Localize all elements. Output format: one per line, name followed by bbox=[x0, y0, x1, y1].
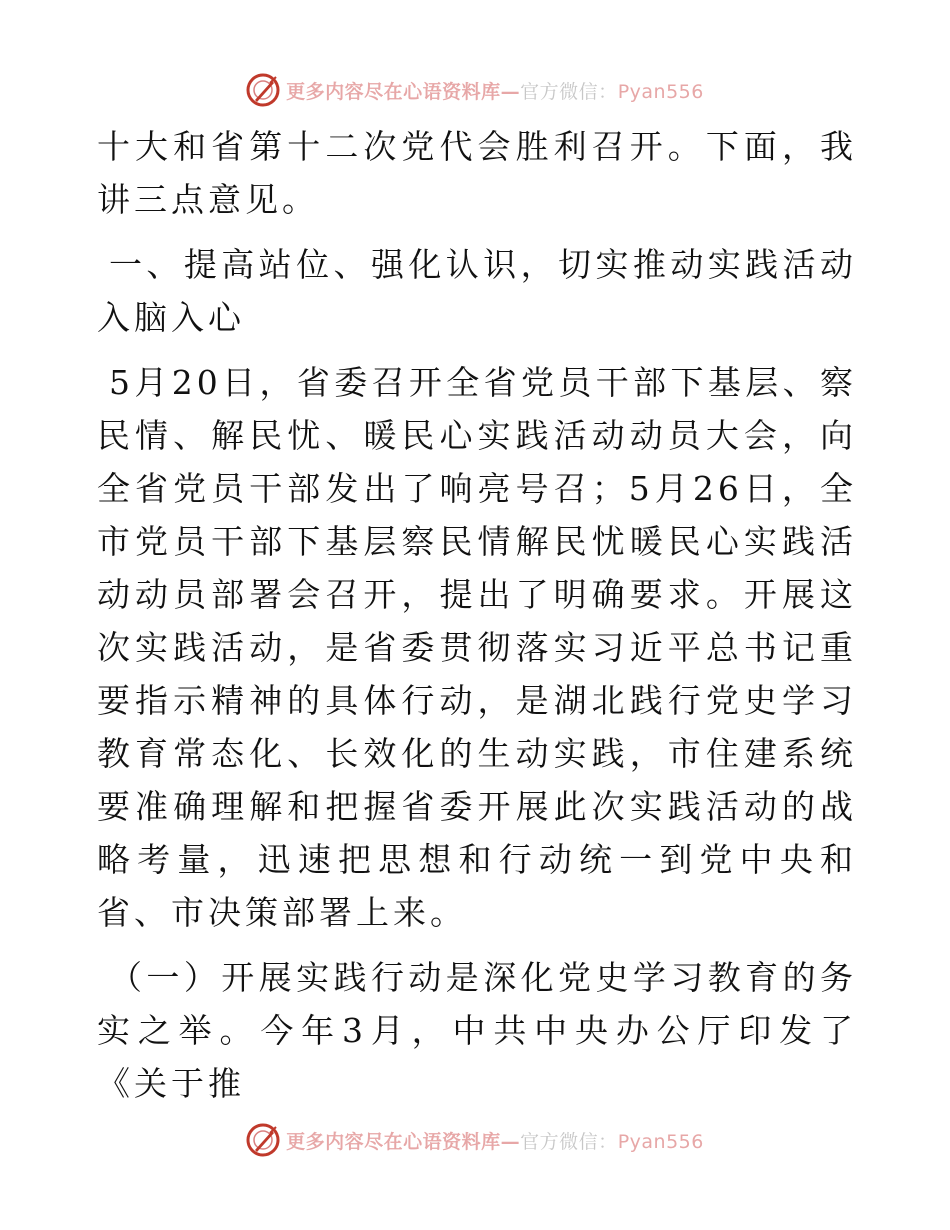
footer-banner-handle: Pyan556 bbox=[617, 1130, 704, 1153]
quill-pen-logo-icon bbox=[246, 73, 280, 107]
footer-banner-dash: — bbox=[500, 1130, 521, 1153]
banner-brand: 更多内容尽在心语资料库 bbox=[286, 80, 501, 103]
footer-banner-brand: 更多内容尽在心语资料库 bbox=[286, 1130, 501, 1153]
banner-label: 官方微信： bbox=[520, 80, 618, 103]
quill-pen-logo-icon bbox=[246, 1123, 280, 1157]
document-body bbox=[97, 120, 857, 1122]
paragraph-continuation: 十大和省第十二次党代会胜利召开。下面，我讲三点意见。 bbox=[97, 127, 857, 219]
footer-banner-label: 官方微信： bbox=[520, 1130, 618, 1153]
banner-dash: — bbox=[500, 80, 521, 103]
header-banner bbox=[0, 70, 950, 110]
footer-banner bbox=[0, 1120, 950, 1160]
paragraph-body: 5月20日，省委召开全省党员干部下基层、察民情、解民忧、暖民心实践活动动员大会，向全省党员干部发出了响亮号召；5月26日，全市党员干部下基层察民情解民忧暖民心实践活动动员部署会召开，提出了明确要求。开展这次实践活动，是省委贯彻落实习近平总书记重要指示精神的具体行动，是湖北践行党史学习教育常态化、长效化的生动实践，市住建系统要准确理解和把握省委开展此次实践活动的战略考量，迅速把思想和行动统一到党中央和省、市决策部署上来。 bbox=[97, 363, 857, 932]
banner-handle: Pyan556 bbox=[617, 80, 704, 103]
section-heading-1: 一、提高站位、强化认识，切实推动实践活动入脑入心 bbox=[97, 245, 857, 337]
subsection-paragraph-1: （一）开展实践行动是深化党史学习教育的务实之举。今年3月，中共中央办公厅印发了《关于推 bbox=[97, 958, 857, 1103]
